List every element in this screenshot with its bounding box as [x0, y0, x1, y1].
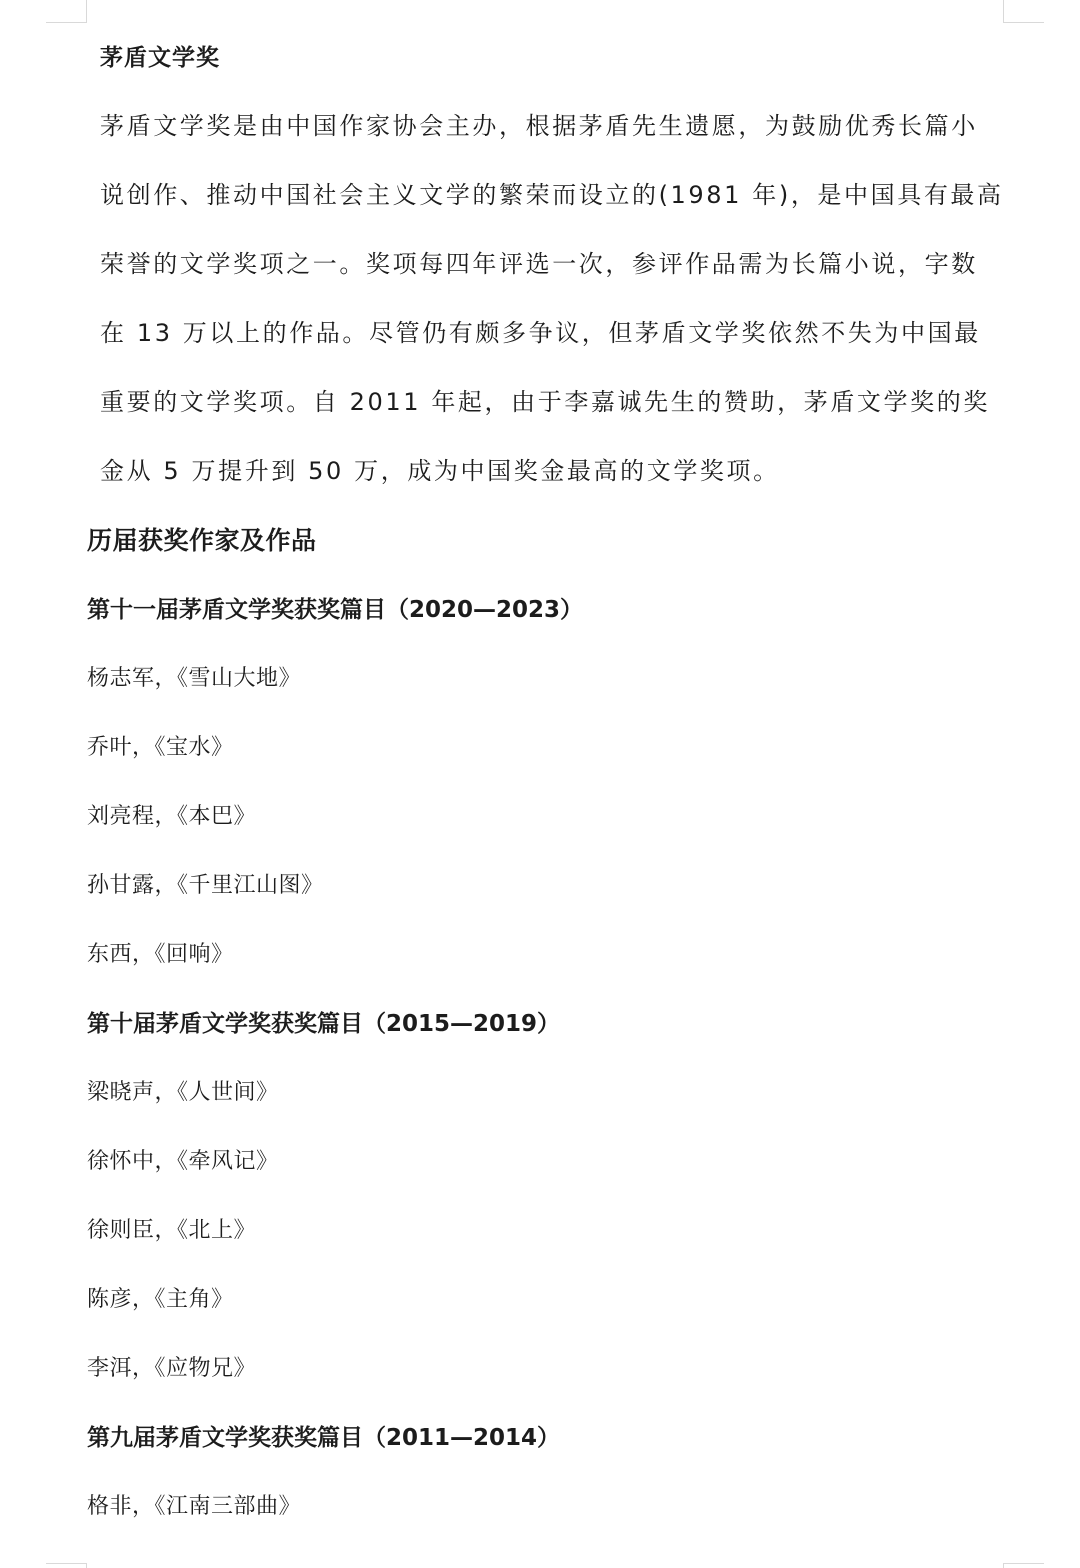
award-entry: 徐怀中，《牵风记》	[87, 1149, 279, 1174]
intro-paragraph	[100, 92, 1004, 506]
award-entry: 孙甘露，《千里江山图》	[87, 873, 324, 898]
award-entry: 刘亮程，《本巴》	[87, 804, 257, 829]
award-entry: 李洱，《应物兄》	[87, 1356, 257, 1381]
intro-line: 重要的文学奖项。自 2011 年起，由于李嘉诚先生的赞助，茅盾文学奖的奖	[100, 388, 990, 416]
edition-heading: 第十届茅盾文学奖获奖篇目（2015—2019）	[87, 1011, 561, 1037]
page-corner-mark-bottom-left	[46, 1563, 87, 1568]
intro-line: 荣誉的文学奖项之一。奖项每四年评选一次，参评作品需为长篇小说，字数	[100, 250, 978, 278]
edition-9-block	[87, 1418, 1047, 1458]
page-corner-mark-bottom-right	[1003, 1563, 1044, 1568]
award-entry: 梁晓声，《人世间》	[87, 1080, 279, 1105]
page-corner-mark-top-left	[46, 0, 87, 23]
award-entry: 陈彦，《主角》	[87, 1287, 234, 1312]
intro-line: 在 13 万以上的作品。尽管仍有颇多争议，但茅盾文学奖依然不失为中国最	[100, 319, 981, 347]
intro-line: 茅盾文学奖是由中国作家协会主办，根据茅盾先生遗愿，为鼓励优秀长篇小	[100, 112, 978, 140]
award-entry-wrapper	[87, 1349, 1047, 1389]
document-title: 茅盾文学奖	[100, 45, 220, 71]
award-entry: 东西，《回响》	[87, 942, 234, 967]
edition-10-block	[87, 1004, 1047, 1044]
winners-heading: 历届获奖作家及作品	[87, 526, 317, 555]
award-entry: 乔叶，《宝水》	[87, 735, 234, 760]
award-entry-wrapper	[87, 1142, 1047, 1182]
award-entry-wrapper	[87, 1211, 1047, 1251]
intro-line: 说创作、推动中国社会主义文学的繁荣而设立的(1981 年)，是中国具有最高	[100, 181, 1004, 209]
edition-heading: 第九届茅盾文学奖获奖篇目（2011—2014）	[87, 1425, 561, 1451]
award-entry-wrapper	[87, 728, 1047, 768]
award-entry-wrapper	[87, 659, 1047, 699]
intro-line: 金从 5 万提升到 50 万，成为中国奖金最高的文学奖项。	[100, 457, 780, 485]
award-entry: 杨志军，《雪山大地》	[87, 666, 302, 691]
award-entry: 格非，《江南三部曲》	[87, 1494, 302, 1519]
award-entry-wrapper	[87, 1073, 1047, 1113]
edition-heading: 第十一届茅盾文学奖获奖篇目（2020—2023）	[87, 597, 584, 623]
winners-heading-block	[87, 521, 1047, 561]
award-entry-wrapper	[87, 797, 1047, 837]
page-corner-mark-top-right	[1003, 0, 1044, 23]
award-entry-wrapper	[87, 935, 1047, 975]
award-entry-wrapper	[87, 1487, 1047, 1527]
edition-11-block	[87, 590, 1047, 630]
award-entry: 徐则臣，《北上》	[87, 1218, 257, 1243]
award-entry-wrapper	[87, 866, 1047, 906]
award-entry-wrapper	[87, 1280, 1047, 1320]
